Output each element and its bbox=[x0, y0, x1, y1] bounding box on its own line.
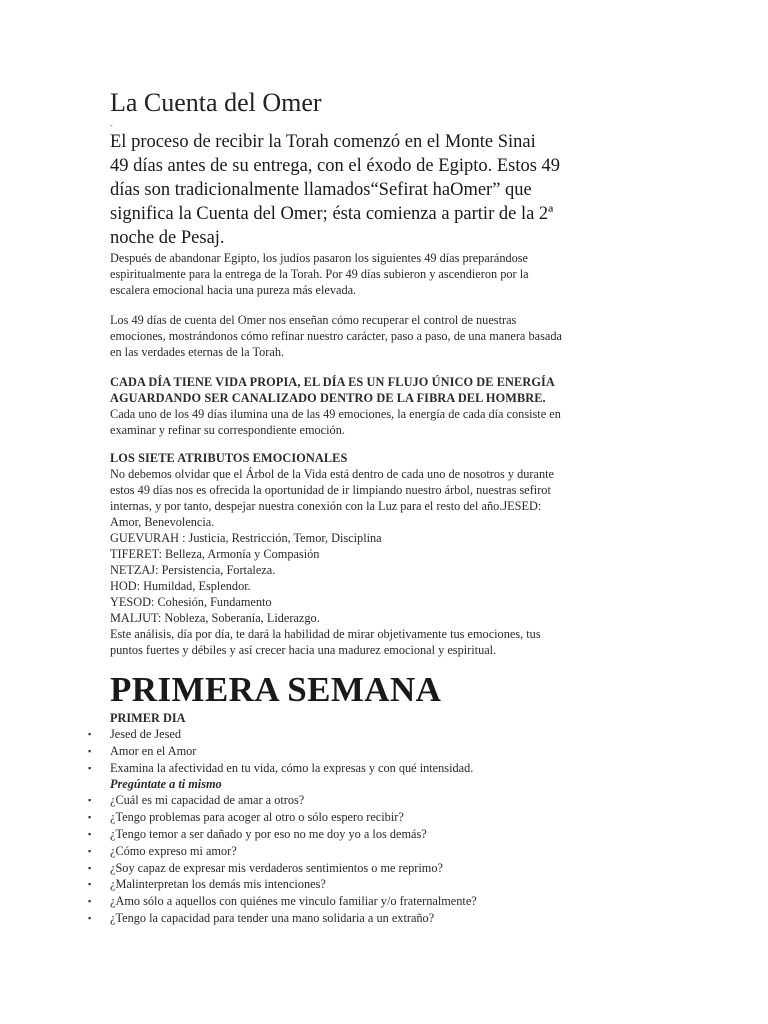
lead-line: significa la Cuenta del Omer; ésta comienza a partir de la 2ª bbox=[110, 204, 554, 224]
list-item bbox=[88, 792, 670, 809]
day-heading: PRIMER DIA bbox=[110, 711, 186, 725]
attributes-heading: LOS SIETE ATRIBUTOS EMOCIONALES bbox=[110, 451, 348, 465]
text-line: internas, y por tanto, despejar nuestra conexión con la Luz para el resto del año.JESED: bbox=[110, 499, 542, 513]
list-item-text: ¿Tengo problemas para acoger al otro o sólo espero recibir? bbox=[110, 810, 404, 825]
text-line: examinar y refinar su correspondiente emoción. bbox=[110, 423, 345, 437]
list-item-text: ¿Cómo expreso mi amor? bbox=[110, 843, 237, 858]
text-line: Este análisis, día por día, te dará la habilidad de mirar objetivamente tus emociones, tus bbox=[110, 627, 541, 641]
text-line: NETZAJ: Persistencia, Fortaleza. bbox=[110, 563, 276, 577]
list-item-text: ¿Amo sólo a aquellos con quiénes me vinculo familiar y/o fraternalmente? bbox=[110, 894, 477, 909]
text-line: HOD: Humildad, Esplendor. bbox=[110, 579, 251, 593]
list-item bbox=[88, 860, 670, 877]
text-line: Amor, Benevolencia. bbox=[110, 515, 215, 529]
bullet-icon: ▪ bbox=[88, 862, 92, 873]
bullet-icon: ▪ bbox=[88, 879, 92, 890]
title-tick-mark: - bbox=[110, 121, 113, 130]
text-line: YESOD: Cohesión, Fundamento bbox=[110, 595, 272, 609]
bullet-icon: ▪ bbox=[88, 762, 92, 773]
text-line: estos 49 días nos es ofrecida la oportunidad de ir limpiando nuestro árbol, nuestras sefirot bbox=[110, 483, 551, 497]
caps-heading bbox=[110, 374, 670, 406]
text-line: espiritualmente para la entrega de la Torah. Por 49 días subieron y ascendieron por la bbox=[110, 267, 529, 281]
list-item bbox=[88, 826, 670, 843]
list-item-text: Jesed de Jesed bbox=[110, 727, 182, 741]
list-item bbox=[88, 809, 670, 826]
ask-heading: Pregúntate a ti mismo bbox=[110, 777, 222, 792]
list-item-text: ¿Tengo la capacidad para tender una mano solidaria a un extraño? bbox=[110, 910, 435, 925]
list-item bbox=[88, 876, 670, 893]
list-item-text: ¿Malinterpretan los demás mis intenciones? bbox=[110, 877, 326, 892]
lead-line: 49 días antes de su entrega, con el éxodo de Egipto. Estos 49 bbox=[110, 156, 561, 176]
list-item bbox=[88, 760, 670, 777]
lead-line: días son tradicionalmente llamados“Sefirat haOmer” que bbox=[110, 180, 532, 200]
document-page bbox=[88, 86, 670, 927]
spacer bbox=[110, 360, 670, 374]
bullet-icon: ▪ bbox=[88, 896, 92, 907]
text-line: GUEVURAH : Justicia, Restricción, Temor, Disciplina bbox=[110, 531, 382, 545]
text-line: Los 49 días de cuenta del Omer nos enseñan cómo recuperar el control de nuestras bbox=[110, 313, 517, 327]
bullet-icon: ▪ bbox=[88, 795, 92, 806]
text-line: No debemos olvidar que el Árbol de la Vida está dentro de cada uno de nosotros y durante bbox=[110, 467, 554, 481]
text-line: puntos fuertes y débiles y así crecer hacia una madurez emocional y espiritual. bbox=[110, 643, 497, 657]
paragraph-egypt bbox=[110, 250, 670, 298]
bullet-icon: ▪ bbox=[88, 845, 92, 856]
list-item bbox=[88, 726, 670, 743]
list-item bbox=[88, 743, 670, 760]
paragraph-energy bbox=[110, 406, 670, 438]
list-item-text: Amor en el Amor bbox=[110, 743, 197, 758]
text-line: escalera emocional hacia una pureza más elevada. bbox=[110, 283, 357, 297]
lead-paragraph bbox=[110, 130, 670, 250]
document-title: La Cuenta del Omer bbox=[110, 88, 322, 117]
bullet-icon: ▪ bbox=[88, 912, 92, 923]
bullet-icon: ▪ bbox=[88, 828, 92, 839]
text-line: MALJUT: Nobleza, Soberanía, Liderazgo. bbox=[110, 611, 320, 625]
bullet-icon: ▪ bbox=[88, 812, 92, 823]
spacer bbox=[110, 658, 670, 670]
attributes-text bbox=[110, 466, 670, 658]
caps-heading-line: AGUARDANDO SER CANALIZADO DENTRO DE LA FIBRA DEL HOMBRE. bbox=[110, 391, 546, 405]
spacer bbox=[110, 438, 670, 450]
spacer bbox=[110, 298, 670, 312]
paragraph-omer bbox=[110, 312, 670, 360]
list-item bbox=[88, 893, 670, 910]
text-line: Cada uno de los 49 días ilumina una de las 49 emociones, la energía de cada día consiste en bbox=[110, 407, 561, 421]
list-item-text: Examina la afectividad en tu vida, cómo la expresas y con qué intensidad. bbox=[110, 760, 474, 775]
caps-heading-line: CADA DÍA TIENE VIDA PROPIA, EL DÍA ES UN FLUJO ÚNICO DE ENERGÍA bbox=[110, 375, 555, 389]
bullet-list-questions bbox=[88, 792, 670, 926]
list-item-text: ¿Tengo temor a ser dañado y por eso no me doy yo a los demás? bbox=[110, 826, 427, 841]
bullet-icon: ▪ bbox=[88, 745, 92, 756]
list-item bbox=[88, 843, 670, 860]
lead-line: noche de Pesaj. bbox=[110, 228, 225, 248]
list-item-text: ¿Soy capaz de expresar mis verdaderos sentimientos o me reprimo? bbox=[110, 860, 443, 875]
text-line: emociones, mostrándonos cómo refinar nuestro carácter, paso a paso, de una manera basada bbox=[110, 329, 562, 343]
text-line: Después de abandonar Egipto, los judíos pasaron los siguientes 49 días preparándose bbox=[110, 251, 529, 265]
bullet-list-top bbox=[88, 726, 670, 776]
text-line: en las verdades eternas de la Torah. bbox=[110, 345, 285, 359]
week-heading: PRIMERA SEMANA bbox=[110, 670, 442, 709]
bullet-icon: ▪ bbox=[88, 729, 92, 739]
text-line: TIFERET: Belleza, Armonía y Compasión bbox=[110, 547, 320, 561]
list-item bbox=[88, 910, 670, 927]
lead-line: El proceso de recibir la Torah comenzó en el Monte Sinai bbox=[110, 132, 536, 152]
list-item-text: ¿Cuál es mi capacidad de amar a otros? bbox=[110, 793, 305, 808]
